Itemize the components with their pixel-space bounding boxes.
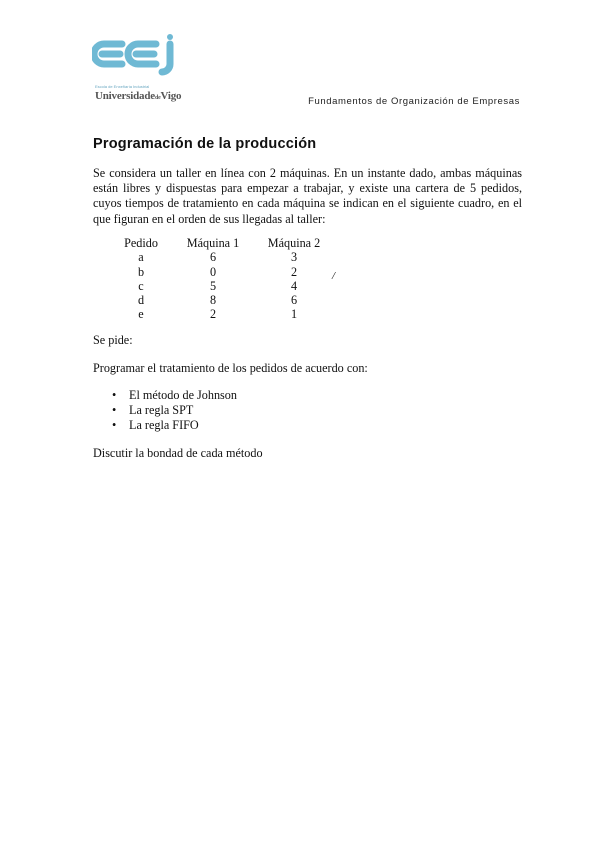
- time-machine-1: 5: [209, 278, 217, 293]
- table-header-row: [122, 236, 322, 250]
- se-pide-label: Se pide:: [93, 333, 133, 347]
- time-machine-2: 6: [290, 293, 298, 308]
- time-machine-1: 8: [209, 293, 217, 308]
- header-pedido: Pedido: [124, 236, 158, 250]
- table-row: [122, 250, 322, 264]
- order-id: c: [138, 278, 144, 293]
- header-maquina-2: Máquina 2: [267, 236, 321, 250]
- list-item: • El método de Johnson: [112, 388, 237, 403]
- time-machine-2: 3: [290, 250, 298, 265]
- time-machine-2: 4: [290, 278, 298, 293]
- table-row: [122, 293, 322, 307]
- table-row: [122, 279, 322, 293]
- eei-logo-icon: [92, 34, 182, 82]
- order-id: b: [137, 264, 145, 279]
- header-maquina-1: Máquina 1: [186, 236, 240, 250]
- orders-table: [122, 236, 322, 322]
- time-machine-1: 6: [209, 250, 217, 265]
- time-machine-1: 2: [209, 307, 217, 322]
- table-row: [122, 307, 322, 321]
- list-item: • La regla FIFO: [112, 418, 237, 433]
- order-id: a: [138, 250, 144, 265]
- logo-school-name: Escola de Enxeñaría Industrial: [95, 84, 150, 89]
- page-title: Programación de la producción: [93, 136, 317, 152]
- university-logo: [92, 34, 184, 108]
- table-row: [122, 265, 322, 279]
- methods-list: [112, 388, 237, 434]
- list-item: • La regla SPT: [112, 403, 237, 418]
- order-id: d: [137, 293, 145, 308]
- discuss-instruction: Discutir la bondad de cada método: [93, 446, 263, 460]
- intro-paragraph: Se considera un taller en línea con 2 máquinas. En un instante dado, ambas máquinas están libres y dispuestas para empezar a trabajar, y existe una cartera de 5 pedidos, cuyos tiempos de tratamiento en cada máquina se indican en el siguiente cuadro, en el que figuran en el orden de sus llegadas al taller:: [93, 166, 522, 226]
- logo-university: UniversidadedeVigo: [95, 90, 182, 102]
- time-machine-1: 0: [209, 264, 217, 279]
- course-header: Fundamentos de Organización de Empresas: [308, 96, 520, 107]
- stray-mark: /: [332, 270, 336, 282]
- order-id: e: [138, 307, 144, 322]
- time-machine-2: 1: [290, 307, 298, 322]
- program-instruction: Programar el tratamiento de los pedidos de acuerdo con:: [93, 361, 368, 375]
- time-machine-2: 2: [290, 264, 298, 279]
